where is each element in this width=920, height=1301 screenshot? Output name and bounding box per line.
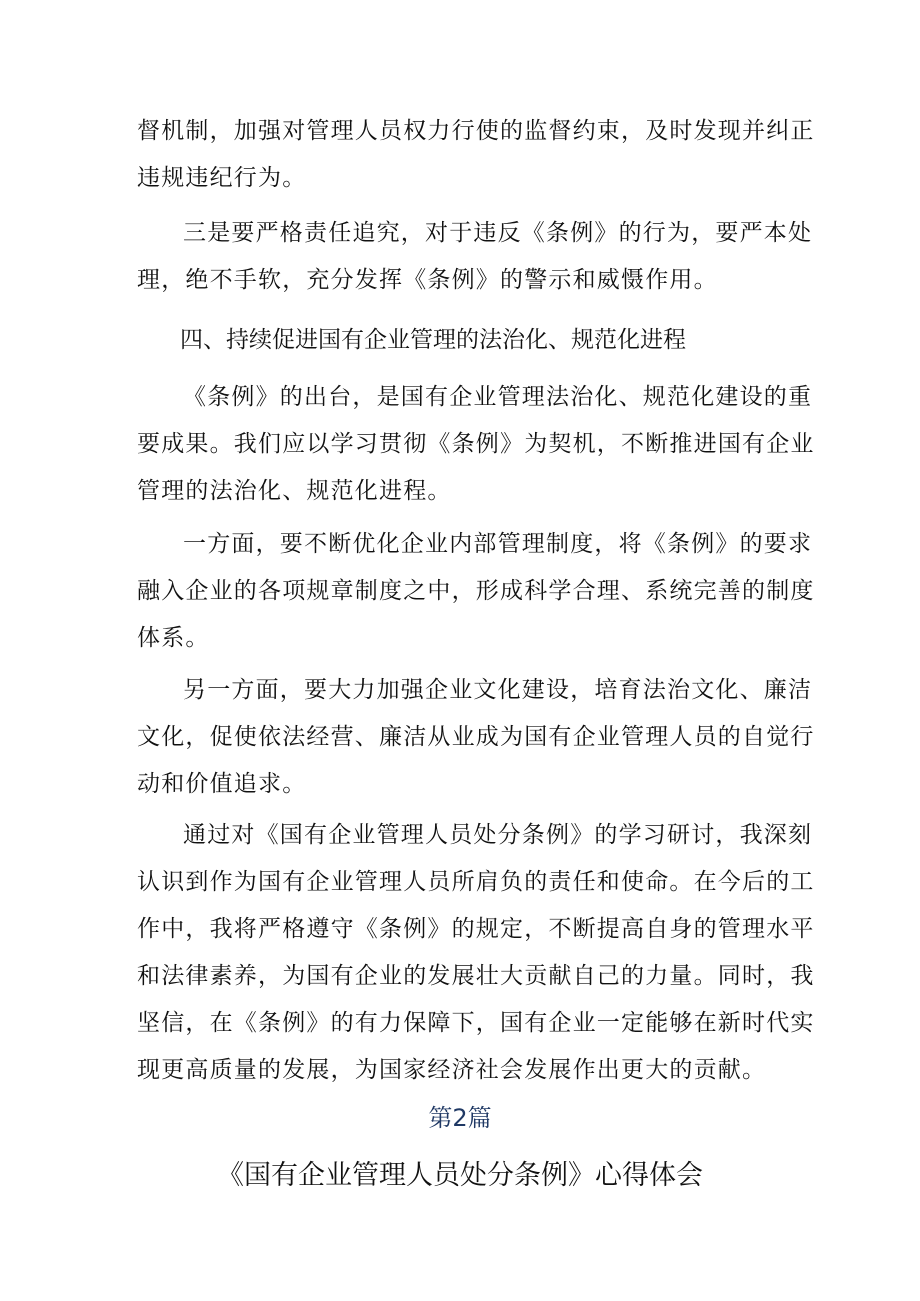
paragraph-2 [137,210,813,304]
paragraph-line: 理，绝不手软，充分发挥《条例》的警示和威慑作用。 [137,267,718,293]
paragraph-4 [137,521,815,662]
paragraph-line: 作中，我将严格遵守《条例》的规定，不断提高自身的管理水平 [137,916,815,942]
paragraph-line: 现更高质量的发展，为国家经济社会发展作出更大的贡献。 [137,1057,767,1083]
paragraph-line: 督机制，加强对管理人员权力行使的监督约束，及时发现并纠正 [137,118,815,144]
paragraph-3 [137,374,815,515]
paragraph-5 [137,667,815,808]
paragraph-line: 要成果。我们应以学习贯彻《条例》为契机，不断推进国有企业 [137,431,815,457]
paragraph-line: 违规违纪行为。 [137,165,307,191]
paragraph-line: 融入企业的各项规章制度之中，形成科学合理、系统完善的制度 [137,578,815,604]
paragraph-line: 《条例》的出台，是国有企业管理法治化、规范化建设的重 [183,384,813,410]
paragraph-line: 动和价值追求。 [137,771,307,797]
paragraph-line: 文化，促使依法经营、廉洁从业成为国有企业管理人员的自觉行 [137,724,815,750]
paragraph-line: 和法律素养，为国有企业的发展壮大贡献自己的力量。同时，我 [137,963,815,989]
paragraph-line: 坚信，在《条例》的有力保障下，国有企业一定能够在新时代实 [137,1010,815,1036]
paragraph-line: 另一方面，要大力加强企业文化建设，培育法治文化、廉洁 [183,677,813,703]
paragraph-line: 三是要严格责任追究，对于违反《条例》的行为，要严本处 [183,220,813,246]
section-heading: 四、持续促进国有企业管理的法治化、规范化进程 [180,327,686,353]
part-title: 《国有企业管理人员处分条例》心得体会 [217,1160,703,1191]
paragraph-6 [137,812,815,1094]
paragraph-line: 管理的法治化、规范化进程。 [137,478,452,504]
paragraph-line: 一方面，要不断优化企业内部管理制度，将《条例》的要求 [183,531,813,557]
paragraph-line: 通过对《国有企业管理人员处分条例》的学习研讨，我深刻 [183,822,813,848]
paragraph-line: 体系。 [137,625,210,651]
paragraph-line: 认识到作为国有企业管理人员所肩负的责任和使命。在今后的工 [137,869,815,895]
part-label: 第2篇 [428,1104,492,1132]
paragraph-1 [137,108,815,202]
